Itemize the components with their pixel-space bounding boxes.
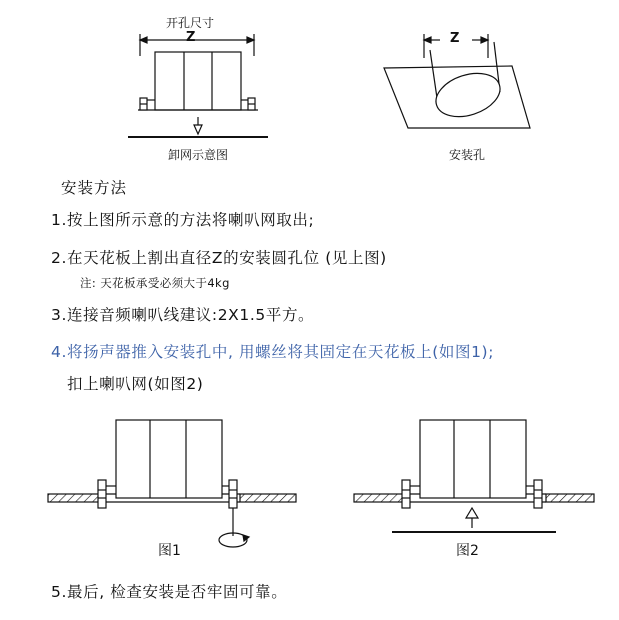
dimension-symbol-right: Z — [450, 31, 460, 46]
caption-grille-removal: 卸网示意图 — [168, 148, 229, 162]
figure-2-diagram — [354, 420, 594, 532]
section-title: 安装方法 — [61, 179, 128, 197]
step-1: 1.按上图所示意的方法将喇叭网取出; — [51, 211, 315, 229]
figure-1-diagram — [48, 420, 296, 547]
step-3: 3.连接音频喇叭线建议:2X1.5平方。 — [51, 306, 315, 324]
figure-1-caption: 图1 — [158, 543, 181, 559]
dimension-symbol-left: Z — [186, 30, 196, 45]
grille-removal-diagram — [128, 34, 268, 137]
step-4: 4.将扬声器推入安装孔中, 用螺丝将其固定在天花板上(如图1); — [51, 343, 495, 361]
step-5: 5.最后, 检查安装是否牢固可靠。 — [51, 583, 288, 601]
step-2-note: 注: 天花板承受必须大于4kg — [80, 276, 230, 290]
step-2: 2.在天花板上割出直径Z的安装圆孔位 (见上图) — [51, 249, 387, 267]
caption-installation-hole: 安装孔 — [449, 148, 486, 162]
dimension-label-hole-size: 开孔尺寸 — [166, 16, 215, 30]
step-4-continued: 扣上喇叭网(如图2) — [67, 375, 204, 393]
installation-hole-diagram — [384, 34, 530, 128]
figure-2-caption: 图2 — [456, 543, 479, 559]
